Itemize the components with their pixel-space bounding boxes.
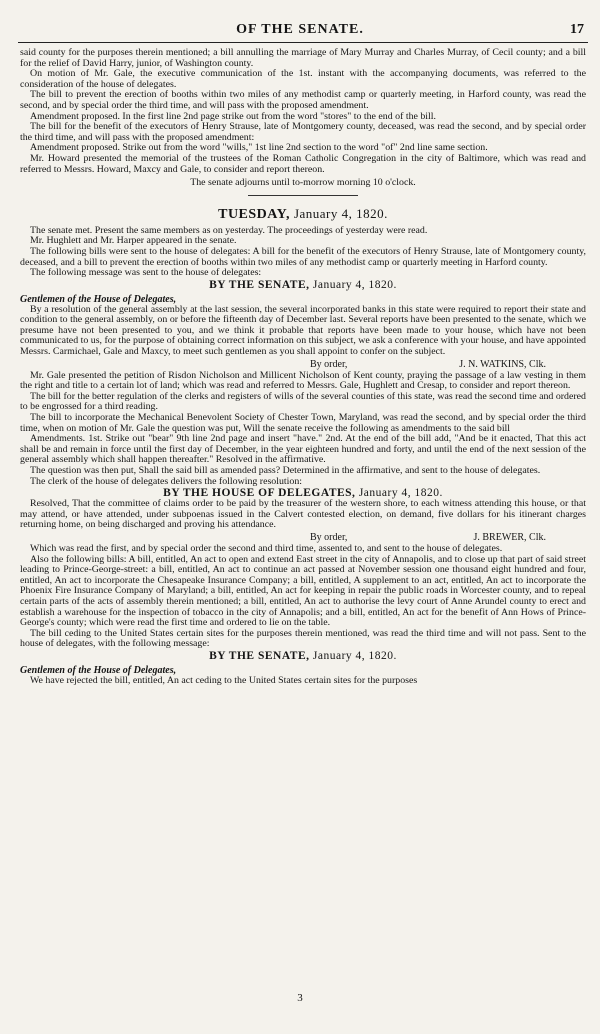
paragraph: On motion of Mr. Gale, the executive communication of the 1st. instant with the accompanying documents, was referred to the consideration of the house of delegates. [20, 68, 586, 90]
message-body: By a resolution of the general assembly at the last session, the several incorporated banks in this state were required to report their state and condition to the general assembly, on or before the fifteenth day of December last. Several reports have been presented to the senate, which we presume have not been presented to you, and we think it probable that reports have been made to your house, which have not been communicated to us, for the purpose of obtaining correct information on this subject, we ask a conference with your house, and have appointed Messrs. Carmichael, Gale and Maxcy, to meet such gentlemen as you shall appoint to confer on the subject. [20, 303, 586, 358]
paragraph: Amendment proposed. Strike out from the word "wills," 1st line 2nd section to the word "of" 2nd line same section. [30, 142, 488, 154]
page-number: 17 [570, 22, 584, 37]
paragraph: The bill for the better regulation of the clerks and registers of wills of the several counties of this state, was read the second time and ordered to be engrossed for a third reading. [20, 390, 586, 413]
signer: J. N. WATKINS, Clk. [459, 358, 546, 370]
message-by-senate-1 [20, 279, 586, 370]
paragraph: The bill for the benefit of the executors of Henry Strause, late of Montgomery county, deceased, was read the second, and by special order the third time, and will pass with the proposed amendment: [20, 121, 586, 143]
message-heading-title: BY THE SENATE, [209, 278, 310, 291]
proceedings-monday-end [20, 48, 586, 189]
paragraph: The following message was sent to the house of delegates: [30, 267, 262, 279]
paragraph: The senate met. Present the same members as on yesterday. The proceedings of yesterday were read. [30, 224, 428, 236]
paragraph: Mr. Gale presented the petition of Risdon Nicholson and Millicent Nicholson of Kent county, praying the passage of a law vesting in them the right and title to a certain lot of land; which was read and referred to Messrs. Gale, Hughlett and Cresap, to consider and report thereon. [20, 369, 586, 392]
message-heading [20, 650, 586, 662]
paragraph: The clerk of the house of delegates delivers the following resolution: [30, 475, 303, 487]
running-title: OF THE SENATE. [236, 22, 364, 37]
paragraph: Which was read the first, and by special order the second and third time, assented to, and sent to the house of delegates. [30, 542, 503, 554]
by-order: By order, [310, 358, 348, 370]
signature-mark: 3 [297, 992, 303, 1004]
header-rule [18, 42, 588, 43]
message-by-house [20, 487, 586, 543]
paragraph: The bill ceding to the United States certain sites for the purposes therein mentioned, was read the third time and will not pass. Sent to the house of delegates, with the following message: [20, 627, 586, 650]
paragraph: Also the following bills: A bill, entitled, An act to open and extend East street in the city of Annapolis, and to close up that part of said street leading to Prince-George-street: a bill, entitled, An act to continue an act passed at November session one thousand eight hundred and four, entitled, An act to incorporate the Chesapeake Insurance Company; a bill, entitled, A supplement to an act, entitled, An act to incorporate the Phoenix Fire Insurance Company of Maryland; a bill, entitled, An act for keeping in repair the public roads in Worcester county, and to repeal certain parts of the acts of assembly therein mentioned; a bill, entitled, An act to authorise the levy court of Anne Arundel county to erect and establish a warehouse for the inspection of tobacco in the city of Annapolis; and a bill, entitled, An act for the benefit of Ann Hows of Prince-George's county; which were read the first time and ordered to lie on the table. [20, 553, 586, 629]
section-divider [248, 195, 358, 196]
signature-block [20, 359, 586, 370]
salutation: Gentlemen of the House of Delegates, [20, 293, 177, 305]
message-heading-date: January 4, 1820. [358, 487, 443, 500]
signature-block [20, 532, 586, 543]
message-body: We have rejected the bill, entitled, An act ceding to the United States certain sites for the purposes [30, 674, 418, 686]
paragraph: Amendment proposed. In the first line 2nd page strike out from the word "stores" to the end of the bill. [30, 110, 436, 122]
paragraph: said county for the purposes therein mentioned; a bill annulling the marriage of Mary Murray and Charles Murray, of Cecil county; and a bill for the relief of David Harry, junior, of Washington county. [20, 47, 586, 69]
signer: J. BREWER, Clk. [473, 531, 546, 543]
paragraph: Mr. Hughlett and Mr. Harper appeared in the senate. [30, 235, 237, 247]
paragraph: The question was then put, Shall the said bill as amended pass? Determined in the affirmative, and sent to the house of delegates. [30, 465, 541, 476]
message-body: Resolved, That the committee of claims order to be paid by the treasurer of the western shore, to each witness attending this house, or that may attend, or have attended, under subpoenas issued in the Calvert contested election, on demand, five dollars for his itinerant charges returning home, on being discharged and proving his attendance. [20, 498, 586, 531]
message-heading [20, 279, 586, 291]
paragraph: The bill to prevent the erection of booths within two miles of any methodist camp or quarterly meeting, in Harford county, was read the second, and by special order the third time, and will pass with the proposed amendment. [20, 89, 586, 111]
paragraph: The following bills were sent to the house of delegates: A bill for the benefit of the executors of Henry Strause, late of Montgomery county, deceased, and a bill to prevent the erection of booths within two miles of any methodist camp or quarterly meeting in Harford county. [20, 245, 586, 268]
message-heading-date: January 4, 1820. [312, 649, 397, 662]
body-text [20, 48, 586, 687]
adjourn-notice: The senate adjourns until to-morrow morning 10 o'clock. [190, 177, 416, 189]
message-by-senate-2 [20, 650, 586, 687]
by-order: By order, [310, 531, 348, 543]
day-name: TUESDAY, [218, 206, 290, 222]
salutation: Gentlemen of the House of Delegates, [20, 664, 177, 676]
message-heading-title: BY THE SENATE, [209, 649, 310, 662]
proceedings-middle [20, 371, 586, 488]
paragraph: The bill to incorporate the Mechanical Benevolent Society of Chester Town, Maryland, was read the second, and by special order the third time, when on motion of Mr. Gale the question was put, Will the senate receive the following as amendments to the said bill [20, 412, 586, 434]
proceedings-bottom [20, 544, 586, 650]
message-heading-title: BY THE HOUSE OF DELEGATES, [163, 487, 356, 500]
proceedings-tuesday [20, 226, 586, 279]
message-heading-date: January 4, 1820. [312, 278, 397, 291]
day-date: January 4, 1820. [293, 205, 388, 221]
paragraph: Mr. Howard presented the memorial of the trustees of the Roman Catholic Congregation in the city of Baltimore, which was read and referred to Messrs. Howard, Maxcy and Gale, to consider and report thereon. [20, 152, 586, 175]
paragraph: Amendments. 1st. Strike out "bear" 9th line 2nd page and insert "have." 2nd. At the end of the bill add, "And be it enacted, That this act shall be and remain in force until the first day of December, in the year eighteen hundred and forty, and until the end of the next session of the general assembly which shall happen thereafter." Resolved in the affirmative. [20, 433, 586, 466]
day-heading [20, 206, 586, 223]
